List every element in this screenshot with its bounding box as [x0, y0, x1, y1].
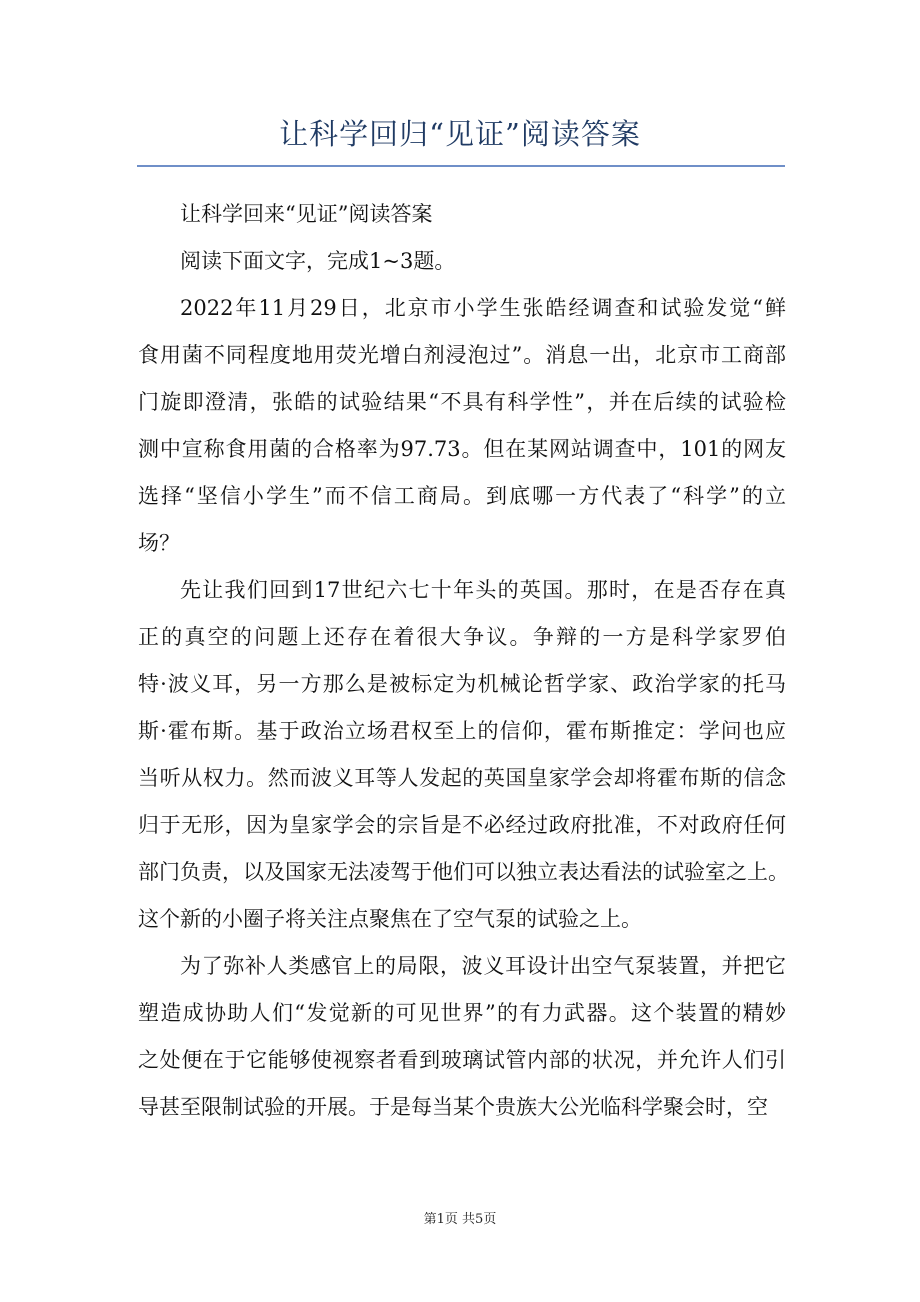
text-line: 正的真空的问题上还存在着很大争议。争辩的一方是科学家罗伯 [138, 625, 786, 649]
text-line: 斯·霍布斯。基于政治立场君权至上的信仰，霍布斯推定：学问也应 [138, 719, 786, 743]
text-line: 部门负责，以及国家无法凌驾于他们可以独立表达看法的试验室之上。 [138, 860, 789, 884]
text-line: 门旋即澄清，张皓的试验结果“不具有科学性”，并在后续的试验检 [138, 390, 786, 414]
text-line: 特·波义耳，另一方那么是被标定为机械论哲学家、政治学家的托马 [138, 672, 786, 696]
paragraph [138, 243, 786, 290]
paragraph [138, 948, 786, 1136]
paragraph [138, 572, 789, 948]
text-line: 选择“坚信小学生”而不信工商局。到底哪一方代表了“科学”的立 [138, 484, 786, 508]
text-line: 归于无形，因为皇家学会的宗旨是不必经过政府批准，不对政府任何 [138, 813, 786, 837]
text-line: 食用菌不同程度地用荧光增白剂浸泡过”。消息一出，北京市工商部 [138, 343, 786, 367]
text-line: 阅读下面文字，完成1~3题。 [180, 249, 456, 273]
page-footer: 第1页 共5页 [423, 1212, 497, 1227]
text-line: 场？ [138, 531, 180, 555]
text-line: 导甚至限制试验的开展。于是每当某个贵族大公光临科学聚会时，空 [138, 1095, 768, 1119]
title-divider [137, 165, 785, 167]
document-title: 让科学回归“见证”阅读答案 [279, 117, 641, 151]
text-line: 让科学回来“见证”阅读答案 [180, 202, 433, 226]
paragraph [138, 290, 786, 572]
text-line: 这个新的小圈子将关注点聚焦在了空气泵的试验之上。 [138, 907, 642, 931]
text-line: 测中宣称食用菌的合格率为97.73。但在某网站调查中，101的网友 [138, 437, 786, 461]
text-line: 2022年11月29日，北京市小学生张皓经调查和试验发觉“鲜 [180, 296, 786, 320]
document-body [138, 196, 789, 1136]
text-line: 之处便在于它能够使视察者看到玻璃试管内部的状况，并允许人们引 [138, 1048, 786, 1072]
text-line: 塑造成协助人们“发觉新的可见世界”的有力武器。这个装置的精妙 [138, 1001, 786, 1025]
paragraph [138, 196, 786, 243]
text-line: 为了弥补人类感官上的局限，波义耳设计出空气泵装置，并把它 [180, 954, 786, 978]
text-line: 当听从权力。然而波义耳等人发起的英国皇家学会却将霍布斯的信念 [138, 766, 786, 790]
text-line: 先让我们回到17世纪六七十年头的英国。那时，在是否存在真 [180, 578, 786, 602]
